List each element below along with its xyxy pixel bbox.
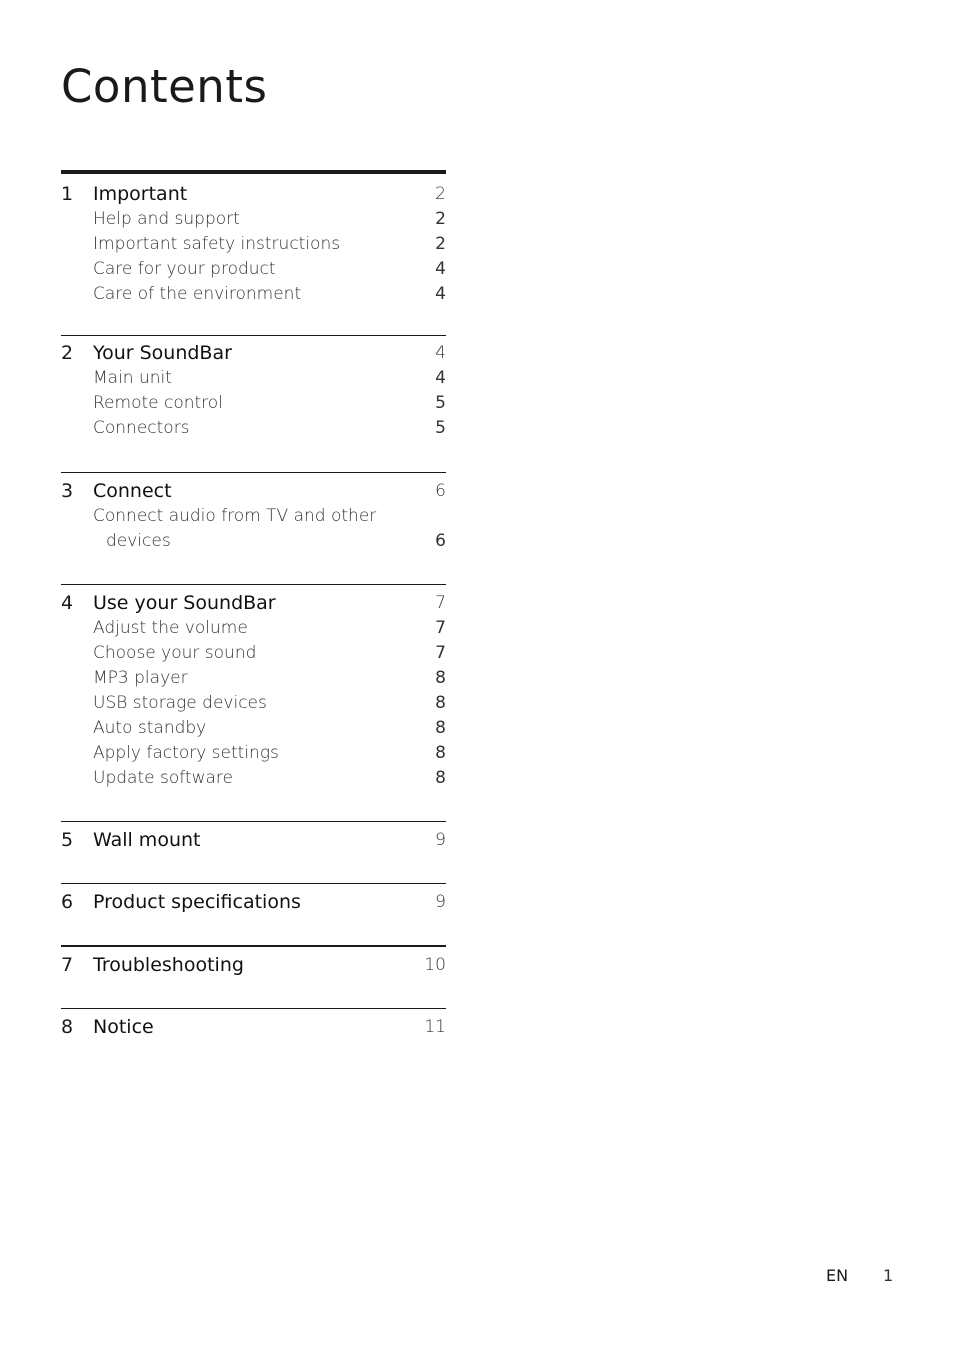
toc-item-usb-storage[interactable] (61, 691, 446, 716)
toc-section-notice (61, 1008, 446, 1055)
item-title: Connectors (93, 418, 190, 438)
toc-chapter-important[interactable] (61, 182, 446, 207)
item-title: Remote control (93, 393, 223, 413)
page-number: 6 (435, 481, 446, 501)
toc-item-help-and-support[interactable] (61, 207, 446, 232)
chapter-title: Use your SoundBar (93, 592, 276, 614)
item-title: Update software (93, 768, 233, 788)
chapter-number: 3 (61, 480, 74, 502)
page-number: 5 (435, 418, 446, 438)
page-number: 2 (435, 234, 446, 254)
item-title: Apply factory settings (93, 743, 279, 763)
item-title: Adjust the volume (93, 618, 248, 638)
chapter-number: 4 (61, 592, 74, 614)
page-number: 2 (435, 184, 446, 204)
chapter-number: 7 (61, 954, 74, 976)
toc-section-troubleshooting (61, 945, 446, 1008)
toc-section-connect (61, 472, 446, 584)
chapter-title: Your SoundBar (93, 342, 232, 364)
page-number: 9 (435, 830, 446, 850)
page-number: 4 (435, 368, 446, 388)
chapter-title: Important (93, 183, 188, 205)
chapter-title: Connect (93, 480, 172, 502)
toc-section-product-specifications (61, 883, 446, 945)
page-number: 9 (435, 892, 446, 912)
chapter-number: 8 (61, 1016, 74, 1038)
page-number: 7 (435, 643, 446, 663)
page-number: 4 (435, 343, 446, 363)
item-title: Care of the environment (93, 284, 302, 304)
item-title: USB storage devices (93, 693, 267, 713)
chapter-number: 6 (61, 891, 74, 913)
toc-item-adjust-volume[interactable] (61, 616, 446, 641)
item-title: Connect audio from TV and other (93, 506, 377, 526)
page-number: 8 (435, 693, 446, 713)
item-title: Auto standby (93, 718, 207, 738)
item-title: devices (106, 531, 171, 551)
page-number: 8 (435, 743, 446, 763)
toc-chapter-troubleshooting[interactable] (61, 953, 446, 978)
item-title: Care for your product (93, 259, 276, 279)
toc-chapter-product-specifications[interactable] (61, 890, 446, 915)
toc-item-connect-audio[interactable] (61, 504, 446, 529)
toc-item-safety-instructions[interactable] (61, 232, 446, 257)
toc-chapter-wall-mount[interactable] (61, 828, 446, 853)
chapter-title: Troubleshooting (93, 954, 244, 976)
toc-item-update-software[interactable] (61, 766, 446, 791)
chapter-title: Product specifications (93, 891, 301, 913)
page-number: 11 (424, 1017, 446, 1037)
chapter-number: 1 (61, 183, 74, 205)
toc-chapter-use-your-soundbar[interactable] (61, 591, 446, 616)
page-number: 7 (435, 618, 446, 638)
toc-item-factory-settings[interactable] (61, 741, 446, 766)
footer-page-number: 1 (883, 1266, 894, 1285)
toc-item-care-of-environment[interactable] (61, 282, 446, 307)
page-number: 4 (435, 284, 446, 304)
toc-item-connectors[interactable] (61, 416, 446, 441)
page-number: 2 (435, 209, 446, 229)
item-title: Main unit (93, 368, 172, 388)
chapter-title: Wall mount (93, 829, 201, 851)
toc-chapter-connect[interactable] (61, 479, 446, 504)
toc-item-auto-standby[interactable] (61, 716, 446, 741)
toc-section-use-your-soundbar (61, 584, 446, 821)
chapter-number: 5 (61, 829, 74, 851)
page-number: 4 (435, 259, 446, 279)
page-number: 6 (435, 531, 446, 551)
toc-chapter-your-soundbar[interactable] (61, 341, 446, 366)
toc-item-remote-control[interactable] (61, 391, 446, 416)
page-number: 5 (435, 393, 446, 413)
toc-item-mp3-player[interactable] (61, 666, 446, 691)
toc-section-important (61, 170, 446, 335)
item-title: Help and support (93, 209, 240, 229)
toc-item-main-unit[interactable] (61, 366, 446, 391)
table-of-contents (61, 170, 446, 1055)
item-title: Choose your sound (93, 643, 257, 663)
page-number: 8 (435, 668, 446, 688)
toc-item-choose-sound[interactable] (61, 641, 446, 666)
toc-item-care-for-product[interactable] (61, 257, 446, 282)
page-number: 10 (424, 955, 446, 975)
page-number: 7 (435, 593, 446, 613)
language-code: EN (826, 1266, 849, 1285)
toc-chapter-notice[interactable] (61, 1015, 446, 1040)
toc-section-your-soundbar (61, 335, 446, 472)
chapter-title: Notice (93, 1016, 154, 1038)
toc-section-wall-mount (61, 821, 446, 883)
page-title: Contents (61, 60, 268, 113)
item-title: MP3 player (93, 668, 188, 688)
chapter-number: 2 (61, 342, 74, 364)
item-title: Important safety instructions (93, 234, 341, 254)
toc-item-connect-audio-continued[interactable] (61, 529, 446, 554)
page-number: 8 (435, 718, 446, 738)
page-number: 8 (435, 768, 446, 788)
